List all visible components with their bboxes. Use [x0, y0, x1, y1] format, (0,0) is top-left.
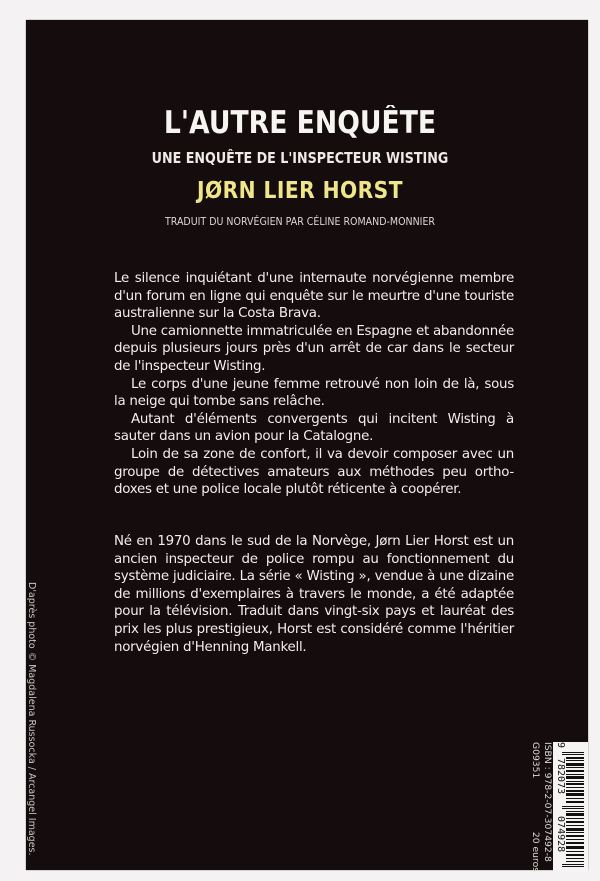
series-subtitle: UNE ENQUÊTE DE L'INSPECTEUR WISTING — [151, 149, 449, 167]
barcode — [553, 742, 588, 872]
catalog-code: G09351 — [530, 742, 541, 779]
price: 20 euros — [530, 831, 541, 872]
blurb-paragraph: Le corps d'une jeune femme retrouvé non loin de là, sous la neige qui tombe sans relâche. — [114, 376, 514, 410]
author-bio — [114, 533, 514, 656]
barcode-digits — [554, 742, 566, 872]
author-bio-text: Né en 1970 dans le sud de la Norvège, Jørn Lier Horst est un ancien inspecteur de police rompu au fonctionnement du système judiciaire. La série « Wisting », vendue à une dizaine de millions d'exemplaires à travers le monde, a été adaptée pour la télévision. Traduit dans vingt-six pays et lauréat des prix les plus prestigieux, Horst est considéré comme l'héritier norvégien d'Henning Mankell. — [114, 534, 514, 655]
blurb-paragraph: Loin de sa zone de confort, il va devoir composer avec un groupe de détectives amateurs aux méthodes peu ortho-doxes et une police locale plutôt réticente à coopérer. — [114, 446, 514, 498]
barcode-group-2: 074928 — [555, 816, 566, 853]
barcode-group-1: 782073 — [555, 758, 566, 795]
author-name: JØRN LIER HORST — [197, 178, 403, 204]
translator-credit: TRADUIT DU NORVÉGIEN PAR CÉLINE ROMAND-MONNIER — [164, 215, 436, 228]
isbn-label: ISBN : 978-2-07-307492-8 — [542, 742, 553, 862]
barcode-first-digit: 9 — [555, 742, 566, 749]
blurb-paragraph: Autant d'éléments convergents qui incitent Wisting à sauter dans un avion pour la Catalogne. — [114, 411, 514, 445]
blurb-paragraph: Le silence inquiétant d'une internaute norvégienne membre d'un forum en ligne qui enquête sur le meurtre d'une touriste australienne sur la Costa Brava. — [114, 271, 514, 322]
blurb — [114, 270, 514, 499]
book-title: L'AUTRE ENQUÊTE — [163, 105, 437, 141]
isbn-block — [527, 742, 553, 872]
photo-credit: D'après photo © Magdalena Russocka / Arcangel Images. — [26, 582, 37, 856]
blurb-paragraph: Une camionnette immatriculée en Espagne et abandonnée depuis plusieurs jours près d'un arrêt de car dans le secteur de l'inspecteur Wisting. — [114, 323, 514, 374]
